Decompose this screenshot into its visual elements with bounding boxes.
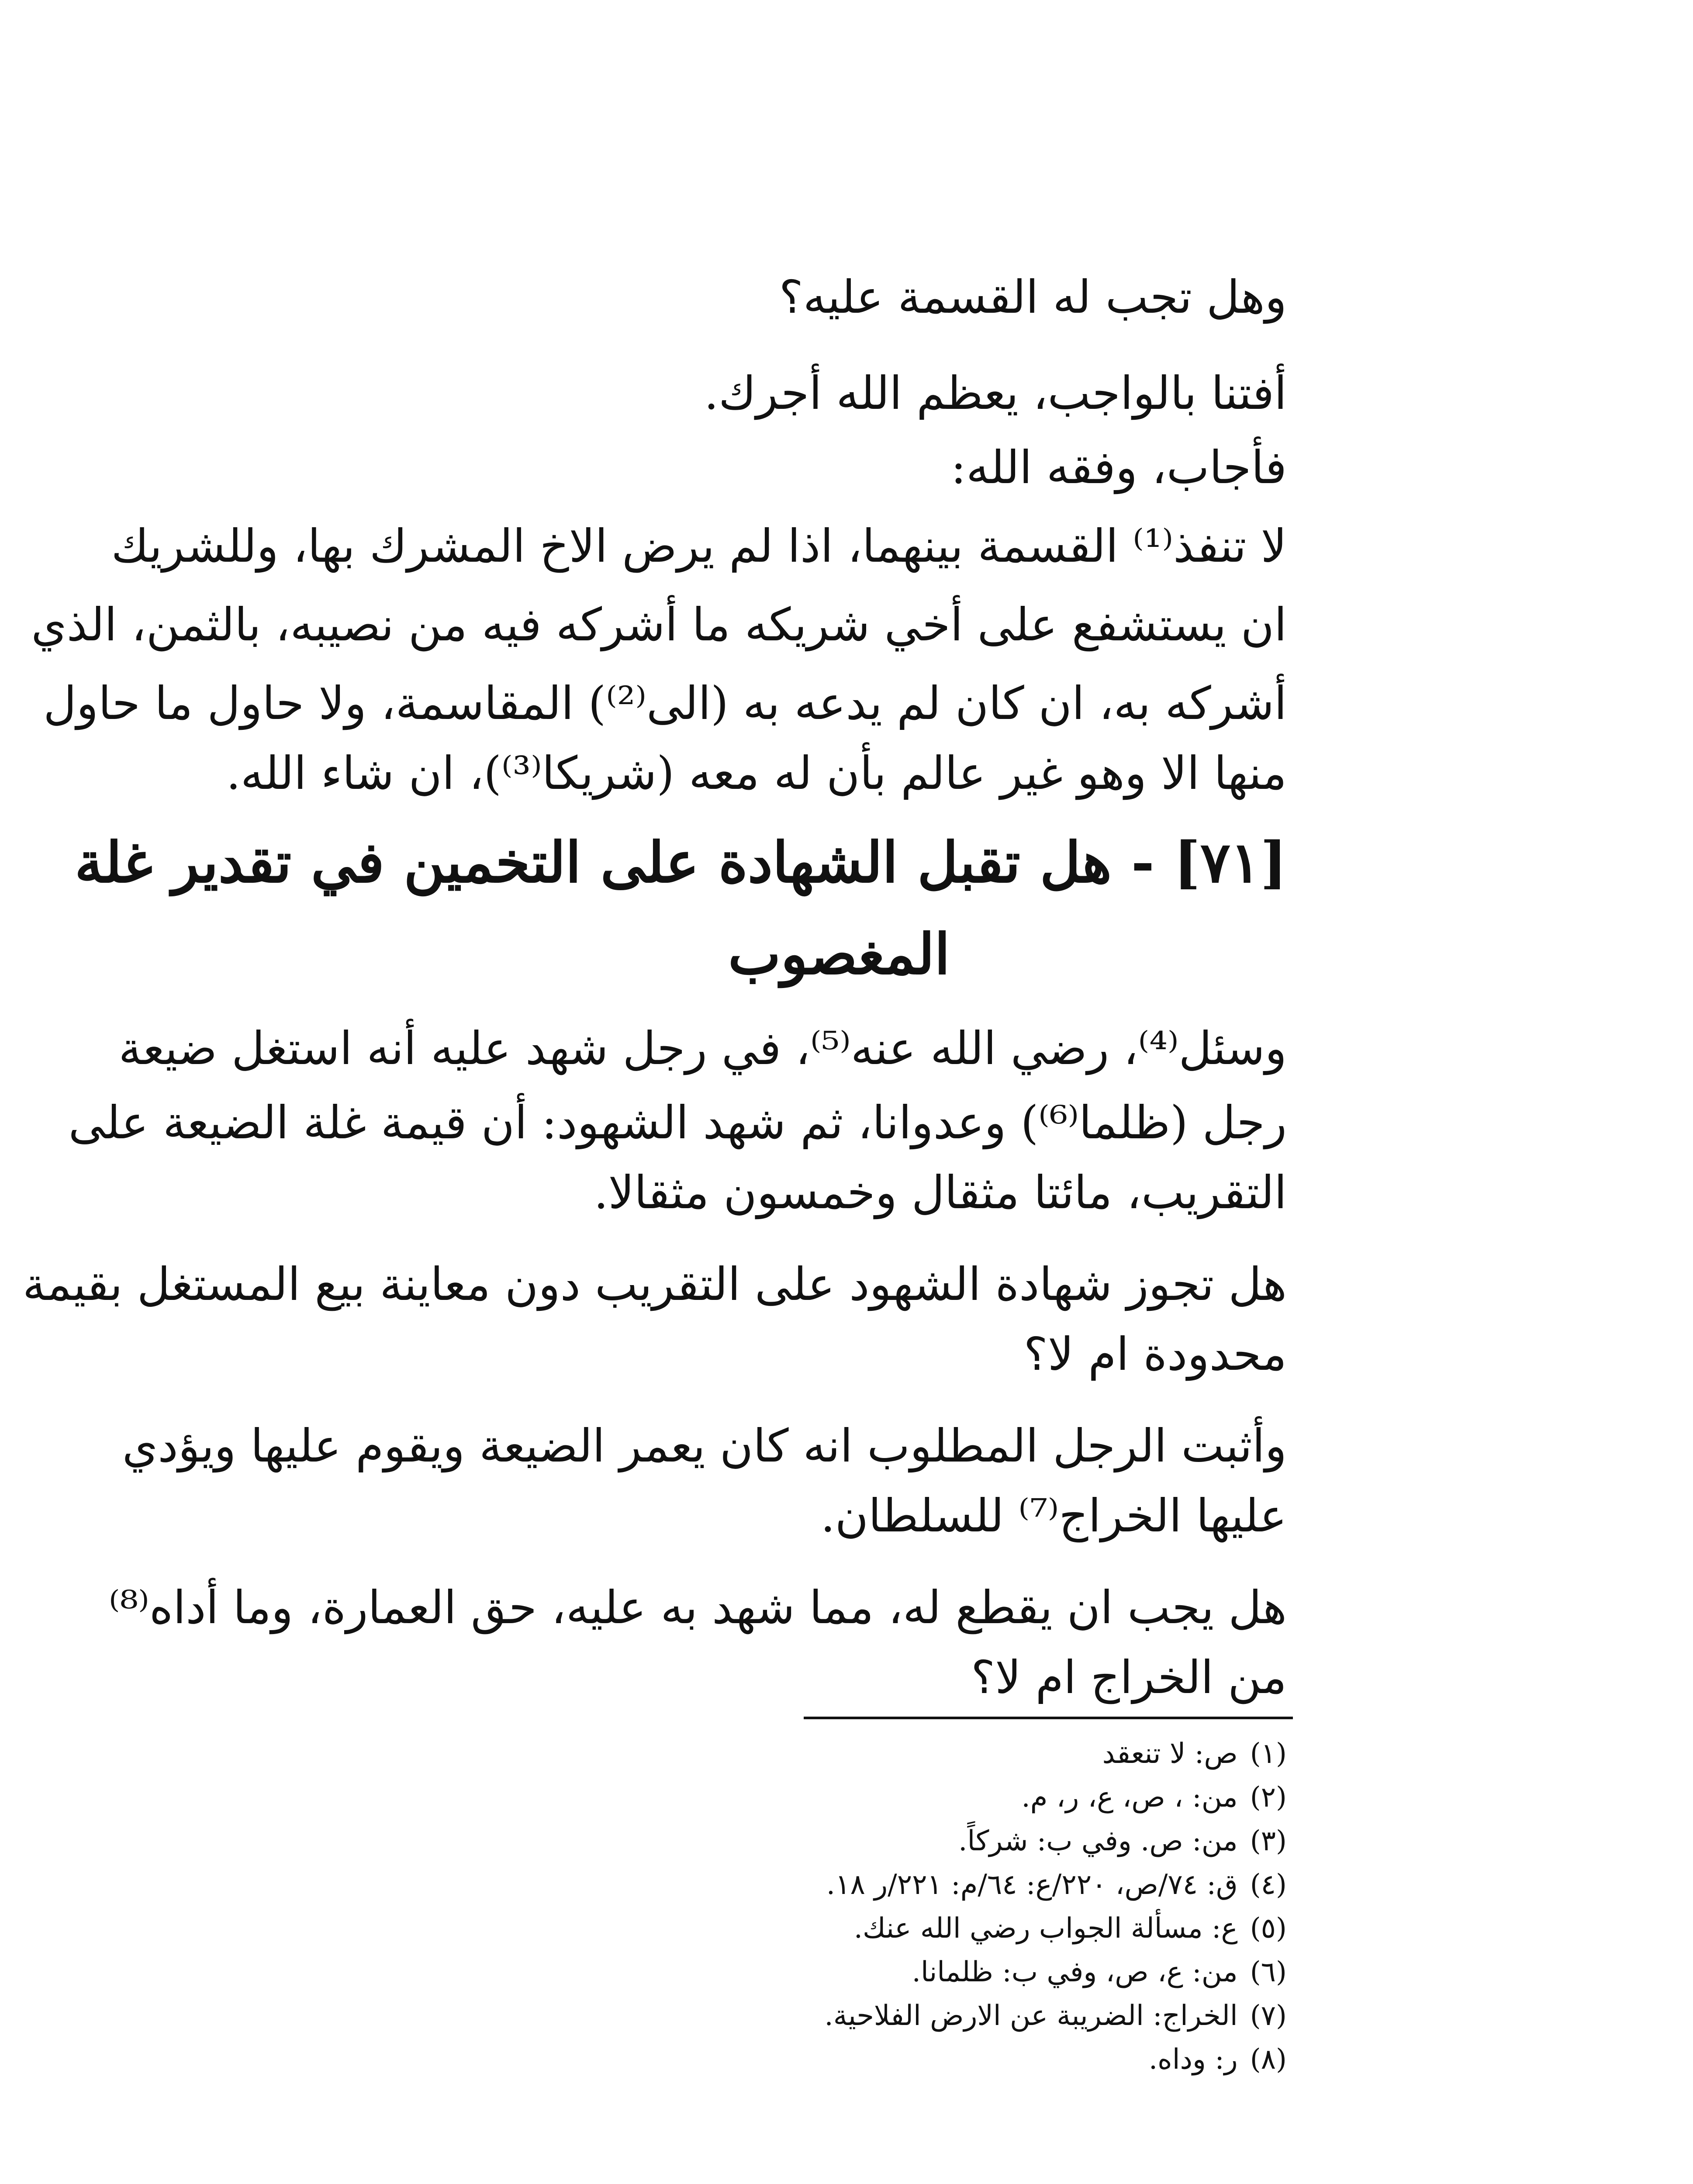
body-line-1: وهل تجب له القسمة عليه؟ bbox=[779, 270, 1287, 324]
section-line-3: التقريب، مائتا مثقال وخمسون مثقالا. bbox=[594, 1166, 1287, 1219]
footnote-number: (٨) bbox=[1250, 2043, 1287, 2076]
footnote-text: الخراج: الضريبة عن الارض الفلاحية. bbox=[824, 2000, 1238, 2032]
footnote-divider bbox=[804, 1717, 1293, 1719]
footnote-number: (٢) bbox=[1250, 1781, 1287, 1814]
footnote-text: من: ، ص، ع، ر، م. bbox=[1021, 1781, 1238, 1814]
footnote-text: من: ص. وفي ب: شركاً. bbox=[958, 1825, 1238, 1857]
body-line-7: منها الا وهو غير عالم بأن له معه (شريكا⁽³⁾)، ان شاء الله. bbox=[226, 746, 1287, 800]
section-line-6: وأثبت الرجل المطلوب انه كان يعمر الضيعة ويقوم عليها ويؤدي bbox=[122, 1419, 1287, 1472]
footnote-text: ع: مسألة الجواب رضي الله عنك. bbox=[853, 1912, 1238, 1945]
body-line-4: لا تنفذ⁽¹⁾ القسمة بينهما، اذا لم يرض الاخ المشرك بها، وللشريك bbox=[111, 519, 1287, 573]
footnote-7 bbox=[675, 1996, 1287, 2035]
footnote-number: (٧) bbox=[1250, 2000, 1287, 2032]
footnote-4 bbox=[675, 1865, 1287, 1904]
section-line-5: محدودة ام لا؟ bbox=[1023, 1327, 1287, 1381]
section-line-1: وسئل⁽⁴⁾، رضي الله عنه⁽⁵⁾، في رجل شهد عليه أنه استغل ضيعة bbox=[118, 1022, 1287, 1075]
footnote-text: من: ع، ص، وفي ب: ظلمانا. bbox=[912, 1956, 1238, 1988]
footnote-8 bbox=[675, 2040, 1287, 2079]
body-line-3: فأجاب، وفقه الله: bbox=[950, 441, 1287, 494]
footnote-number: (٣) bbox=[1250, 1825, 1287, 1857]
section-line-4: هل تجوز شهادة الشهود على التقريب دون معاينة بيع المستغل بقيمة bbox=[22, 1258, 1287, 1311]
section-heading-line-1: [٧١] - هل تقبل الشهادة على التخمين في تقدير غلة bbox=[75, 830, 1287, 895]
footnote-number: (٤) bbox=[1250, 1869, 1287, 1901]
footnote-6 bbox=[675, 1952, 1287, 1992]
section-line-8: هل يجب ان يقطع له، مما شهد به عليه، حق العمارة، وما أداه⁽⁸⁾ bbox=[109, 1581, 1287, 1634]
footnote-2 bbox=[675, 1778, 1287, 1817]
footnote-3 bbox=[675, 1821, 1287, 1861]
section-heading-line-2: المغصوب bbox=[728, 922, 950, 987]
footnote-text: ص: لا تنعقد bbox=[1102, 1738, 1238, 1770]
footnote-5 bbox=[675, 1909, 1287, 1948]
section-line-2: رجل (ظلما⁽⁶⁾) وعدوانا، ثم شهد الشهود: أن قيمة غلة الضيعة على bbox=[68, 1096, 1287, 1149]
footnote-number: (٦) bbox=[1250, 1956, 1287, 1988]
footnote-number: (٥) bbox=[1250, 1912, 1287, 1945]
body-line-6: أشركه به، ان كان لم يدعه به (الى⁽²⁾) المقاسمة، ولا حاول ما حاول bbox=[43, 677, 1287, 730]
section-line-9: من الخراج ام لا؟ bbox=[971, 1651, 1287, 1704]
body-line-2: أفتنا بالواجب، يعظم الله أجرك. bbox=[704, 366, 1287, 420]
footnote-1 bbox=[675, 1734, 1287, 1773]
footnote-number: (١) bbox=[1250, 1738, 1287, 1770]
footnote-text: ق: ٧٤/ص، ٢٢٠/ع: ٦٤/م: ٢٢١/ر ١٨. bbox=[826, 1869, 1238, 1901]
body-line-5: ان يستشفع على أخي شريكه ما أشركه فيه من نصيبه، بالثمن، الذي bbox=[31, 598, 1287, 651]
footnote-text: ر: وداه. bbox=[1148, 2043, 1238, 2076]
section-line-7: عليها الخراج⁽⁷⁾ للسلطان. bbox=[820, 1489, 1287, 1542]
